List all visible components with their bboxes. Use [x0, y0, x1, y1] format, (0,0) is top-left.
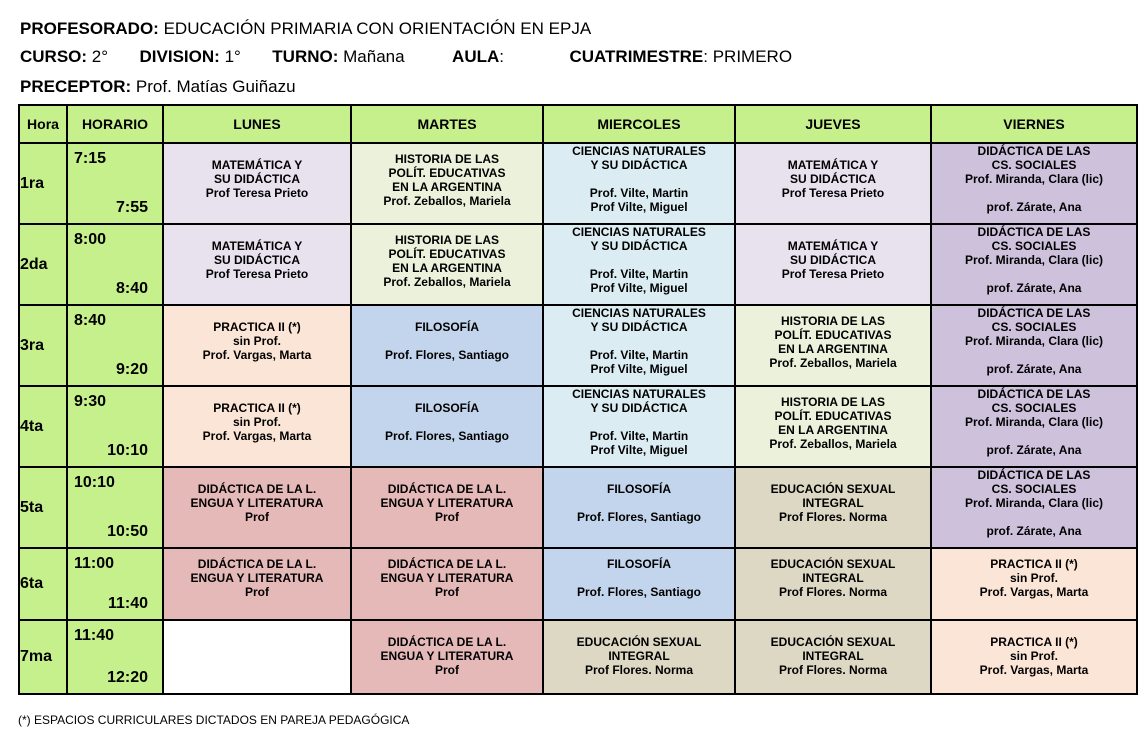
subject-cell: [163, 305, 351, 386]
subject-line: [352, 415, 542, 429]
subject-line: Prof Flores. Norma: [584, 663, 694, 677]
subject-cell: [931, 224, 1137, 305]
start-time: 11:00: [74, 555, 115, 572]
subject-cell: [163, 548, 351, 620]
subject-line: Prof. Flores, Santiago: [384, 429, 510, 443]
subject-line: Prof. Vilte, Martin: [589, 186, 689, 200]
horario-cell: [67, 548, 163, 620]
subject-line: Prof: [435, 510, 459, 524]
column-header: Hora: [19, 105, 67, 143]
end-time: 8:40: [115, 280, 148, 297]
subject-line: [932, 348, 1136, 362]
subject-cell: [543, 386, 735, 467]
subject-line: MATEMÁTICA Y: [787, 158, 879, 172]
subject-cell: [351, 224, 543, 305]
subject-cell: [163, 224, 351, 305]
subject-cell: [543, 143, 735, 224]
subject-cell: [351, 620, 543, 694]
table-row: [19, 467, 1137, 548]
column-header: MARTES: [351, 105, 543, 143]
subject-line: Prof. Flores, Santiago: [384, 348, 510, 362]
subject-line: EDUCACIÓN SEXUAL: [770, 557, 896, 571]
subject-line: HISTORIA DE LAS: [394, 233, 499, 247]
subject-line: [932, 510, 1136, 524]
subject-line: SU DIDÁCTICA: [214, 253, 300, 267]
end-time: 7:55: [115, 199, 148, 216]
subject-line: POLÍT. EDUCATIVAS: [388, 247, 506, 261]
subject-line: INTEGRAL: [802, 496, 864, 510]
preceptor-value: Prof. Matías Guiñazu: [135, 77, 296, 96]
hora-cell: 7ma: [19, 620, 67, 694]
subject-line: [932, 267, 1136, 281]
subject-line: HISTORIA DE LAS: [780, 395, 885, 409]
subject-cell: [931, 467, 1137, 548]
subject-cell: [543, 224, 735, 305]
subject-line: Prof: [245, 510, 269, 524]
table-row: [19, 386, 1137, 467]
subject-line: DIDÁCTICA DE LA L.: [387, 557, 507, 571]
subject-line: Y SU DIDÁCTICA: [590, 239, 688, 253]
subject-cell: [735, 620, 931, 694]
subject-line: ENGUA Y LITERATURA: [380, 649, 514, 663]
subject-line: PRACTICA II (*): [213, 401, 301, 415]
subject-line: Prof Teresa Prieto: [205, 186, 309, 200]
subject-line: Prof. Miranda, Clara (lic): [964, 334, 1104, 348]
end-time: 11:40: [107, 595, 148, 612]
subject-cell: [163, 143, 351, 224]
subject-line: Prof Teresa Prieto: [781, 267, 885, 281]
table-header-row: [19, 105, 1137, 143]
subject-line: Prof. Miranda, Clara (lic): [964, 415, 1104, 429]
subject-line: INTEGRAL: [802, 571, 864, 585]
column-header: LUNES: [163, 105, 351, 143]
subject-line: Prof Vilte, Miguel: [590, 281, 688, 295]
hora-cell: 3ra: [19, 305, 67, 386]
curso-label: CURSO:: [20, 47, 88, 66]
empty-cell: [163, 620, 351, 694]
subject-line: Prof. Flores, Santiago: [576, 585, 702, 599]
subject-line: DIDÁCTICA DE LAS: [977, 387, 1091, 401]
subject-line: Prof. Zeballos, Mariela: [769, 437, 897, 451]
subject-line: Prof. Miranda, Clara (lic): [964, 253, 1104, 267]
subject-line: Prof. Zeballos, Mariela: [769, 356, 897, 370]
subject-line: Prof: [245, 585, 269, 599]
subject-line: [932, 429, 1136, 443]
subject-line: MATEMÁTICA Y: [787, 239, 879, 253]
subject-line: [544, 172, 734, 186]
subject-cell: [163, 386, 351, 467]
profesorado-line: [20, 19, 591, 39]
subject-cell: [931, 305, 1137, 386]
subject-line: Prof Vilte, Miguel: [590, 200, 688, 214]
subject-line: DIDÁCTICA DE LA L.: [387, 482, 507, 496]
subject-line: SU DIDÁCTICA: [214, 172, 300, 186]
subject-line: ENGUA Y LITERATURA: [380, 496, 514, 510]
subject-line: EN LA ARGENTINA: [778, 423, 888, 437]
subject-line: CIENCIAS NATURALES: [572, 306, 706, 320]
subject-line: Prof: [435, 585, 459, 599]
subject-line: prof. Zárate, Ana: [986, 524, 1082, 538]
subject-line: Prof Flores. Norma: [778, 585, 888, 599]
subject-line: prof. Zárate, Ana: [986, 200, 1082, 214]
end-time: 10:10: [107, 442, 148, 459]
curso-line: [20, 47, 792, 67]
subject-line: MATEMÁTICA Y: [211, 158, 303, 172]
subject-cell: [735, 305, 931, 386]
start-time: 7:15: [74, 150, 107, 167]
subject-line: CIENCIAS NATURALES: [572, 225, 706, 239]
subject-line: POLÍT. EDUCATIVAS: [388, 166, 506, 180]
subject-line: Prof. Miranda, Clara (lic): [964, 172, 1104, 186]
subject-line: [544, 334, 734, 348]
subject-line: INTEGRAL: [608, 649, 670, 663]
subject-line: CIENCIAS NATURALES: [572, 144, 706, 158]
start-time: 8:00: [74, 231, 107, 248]
footnote: (*) ESPACIOS CURRICULARES DICTADOS EN PAREJA PEDAGÓGICA: [18, 713, 410, 727]
subject-line: DIDÁCTICA DE LAS: [977, 468, 1091, 482]
subject-line: sin Prof.: [1009, 571, 1058, 585]
end-time: 10:50: [107, 523, 148, 540]
subject-cell: [735, 548, 931, 620]
subject-line: CS. SOCIALES: [991, 320, 1077, 334]
subject-cell: [931, 548, 1137, 620]
subject-line: EN LA ARGENTINA: [778, 342, 888, 356]
subject-line: HISTORIA DE LAS: [780, 314, 885, 328]
subject-line: Y SU DIDÁCTICA: [590, 158, 688, 172]
subject-line: Prof Flores. Norma: [778, 510, 888, 524]
subject-line: Prof. Vargas, Marta: [979, 585, 1089, 599]
subject-line: MATEMÁTICA Y: [211, 239, 303, 253]
table-row: [19, 143, 1137, 224]
subject-line: [544, 415, 734, 429]
subject-line: EN LA ARGENTINA: [392, 180, 502, 194]
subject-line: Prof. Vilte, Martin: [589, 348, 689, 362]
aula-label: AULA: [452, 47, 500, 66]
turno-value: Mañana: [343, 47, 405, 66]
division-value: 1°: [224, 47, 241, 66]
subject-line: [352, 334, 542, 348]
subject-line: sin Prof.: [232, 415, 281, 429]
subject-line: [544, 253, 734, 267]
subject-line: CS. SOCIALES: [991, 239, 1077, 253]
subject-line: EDUCACIÓN SEXUAL: [770, 482, 896, 496]
subject-line: Prof Vilte, Miguel: [590, 443, 688, 457]
subject-line: Prof. Zeballos, Mariela: [383, 275, 511, 289]
subject-line: sin Prof.: [1009, 649, 1058, 663]
subject-cell: [931, 143, 1137, 224]
subject-cell: [351, 143, 543, 224]
subject-line: Prof. Miranda, Clara (lic): [964, 496, 1104, 510]
hora-cell: 1ra: [19, 143, 67, 224]
subject-line: ENGUA Y LITERATURA: [380, 571, 514, 585]
subject-line: CS. SOCIALES: [991, 158, 1077, 172]
profesorado-label: PROFESORADO:: [20, 19, 159, 38]
horario-cell: [67, 386, 163, 467]
division-label: DIVISION:: [139, 47, 220, 66]
subject-line: [932, 186, 1136, 200]
horario-cell: [67, 224, 163, 305]
subject-line: Prof: [435, 663, 459, 677]
hora-cell: 5ta: [19, 467, 67, 548]
subject-cell: [931, 620, 1137, 694]
table-row: [19, 224, 1137, 305]
column-header: HORARIO: [67, 105, 163, 143]
subject-cell: [735, 386, 931, 467]
subject-line: ENGUA Y LITERATURA: [190, 571, 324, 585]
table-row: [19, 620, 1137, 694]
subject-line: PRACTICA II (*): [990, 635, 1078, 649]
subject-line: DIDÁCTICA DE LAS: [977, 225, 1091, 239]
subject-line: Prof. Vilte, Martin: [589, 267, 689, 281]
subject-line: Prof. Zeballos, Mariela: [383, 194, 511, 208]
subject-line: POLÍT. EDUCATIVAS: [774, 409, 892, 423]
subject-line: SU DIDÁCTICA: [790, 253, 876, 267]
subject-line: FILOSOFÍA: [415, 401, 479, 415]
subject-cell: [351, 548, 543, 620]
start-time: 8:40: [74, 312, 107, 329]
subject-cell: [735, 224, 931, 305]
column-header: JUEVES: [735, 105, 931, 143]
profesorado-value: EDUCACIÓN PRIMARIA CON ORIENTACIÓN EN EPJA: [163, 19, 592, 38]
subject-line: prof. Zárate, Ana: [986, 443, 1082, 457]
subject-line: prof. Zárate, Ana: [986, 281, 1082, 295]
subject-line: Prof. Vargas, Marta: [202, 429, 312, 443]
subject-line: Prof. Vargas, Marta: [979, 663, 1089, 677]
subject-line: Prof. Vilte, Martin: [589, 429, 689, 443]
subject-line: Prof. Vargas, Marta: [202, 348, 312, 362]
turno-label: TURNO:: [272, 47, 339, 66]
start-time: 11:40: [74, 627, 115, 644]
subject-line: CS. SOCIALES: [991, 482, 1077, 496]
start-time: 9:30: [74, 393, 107, 410]
subject-line: DIDÁCTICA DE LA L.: [197, 482, 317, 496]
subject-line: FILOSOFÍA: [415, 320, 479, 334]
subject-line: [544, 571, 734, 585]
subject-line: Prof. Flores, Santiago: [576, 510, 702, 524]
horario-cell: [67, 467, 163, 548]
column-header: MIERCOLES: [543, 105, 735, 143]
subject-line: DIDÁCTICA DE LA L.: [197, 557, 317, 571]
subject-cell: [543, 620, 735, 694]
schedule-table: [18, 104, 1138, 695]
subject-line: EDUCACIÓN SEXUAL: [770, 635, 896, 649]
preceptor-line: [20, 77, 296, 97]
subject-line: Prof Teresa Prieto: [205, 267, 309, 281]
table-row: [19, 548, 1137, 620]
horario-cell: [67, 143, 163, 224]
subject-line: CIENCIAS NATURALES: [572, 387, 706, 401]
subject-line: INTEGRAL: [802, 649, 864, 663]
subject-cell: [163, 467, 351, 548]
subject-line: ENGUA Y LITERATURA: [190, 496, 324, 510]
subject-line: Prof Teresa Prieto: [781, 186, 885, 200]
subject-line: FILOSOFÍA: [607, 482, 671, 496]
start-time: 10:10: [74, 474, 115, 491]
subject-cell: [543, 548, 735, 620]
curso-value: 2°: [91, 47, 109, 66]
subject-cell: [351, 467, 543, 548]
aula-value: :: [499, 47, 504, 66]
table-row: [19, 305, 1137, 386]
subject-line: PRACTICA II (*): [990, 557, 1078, 571]
subject-line: prof. Zárate, Ana: [986, 362, 1082, 376]
column-header: VIERNES: [931, 105, 1137, 143]
subject-line: FILOSOFÍA: [607, 557, 671, 571]
subject-line: Prof Flores. Norma: [778, 663, 888, 677]
subject-cell: [543, 305, 735, 386]
hora-cell: 4ta: [19, 386, 67, 467]
subject-line: EN LA ARGENTINA: [392, 261, 502, 275]
hora-cell: 6ta: [19, 548, 67, 620]
subject-line: PRACTICA II (*): [213, 320, 301, 334]
subject-line: SU DIDÁCTICA: [790, 172, 876, 186]
subject-cell: [351, 386, 543, 467]
subject-line: DIDÁCTICA DE LA L.: [387, 635, 507, 649]
end-time: 9:20: [115, 361, 148, 378]
subject-line: Prof Vilte, Miguel: [590, 362, 688, 376]
horario-cell: [67, 305, 163, 386]
subject-line: Y SU DIDÁCTICA: [590, 401, 688, 415]
subject-cell: [351, 305, 543, 386]
cuatrimestre-label: CUATRIMESTRE: [569, 47, 704, 66]
subject-cell: [735, 143, 931, 224]
subject-line: DIDÁCTICA DE LAS: [977, 144, 1091, 158]
subject-cell: [543, 467, 735, 548]
subject-cell: [931, 386, 1137, 467]
subject-line: sin Prof.: [232, 334, 281, 348]
subject-line: [544, 496, 734, 510]
cuatrimestre-value: : PRIMERO: [703, 47, 793, 66]
subject-line: POLÍT. EDUCATIVAS: [774, 328, 892, 342]
hora-cell: 2da: [19, 224, 67, 305]
subject-line: EDUCACIÓN SEXUAL: [576, 635, 702, 649]
horario-cell: [67, 620, 163, 694]
subject-line: Y SU DIDÁCTICA: [590, 320, 688, 334]
subject-cell: [735, 467, 931, 548]
end-time: 12:20: [107, 669, 148, 686]
subject-line: DIDÁCTICA DE LAS: [977, 306, 1091, 320]
preceptor-label: PRECEPTOR:: [20, 77, 132, 96]
subject-line: HISTORIA DE LAS: [394, 152, 499, 166]
subject-line: CS. SOCIALES: [991, 401, 1077, 415]
